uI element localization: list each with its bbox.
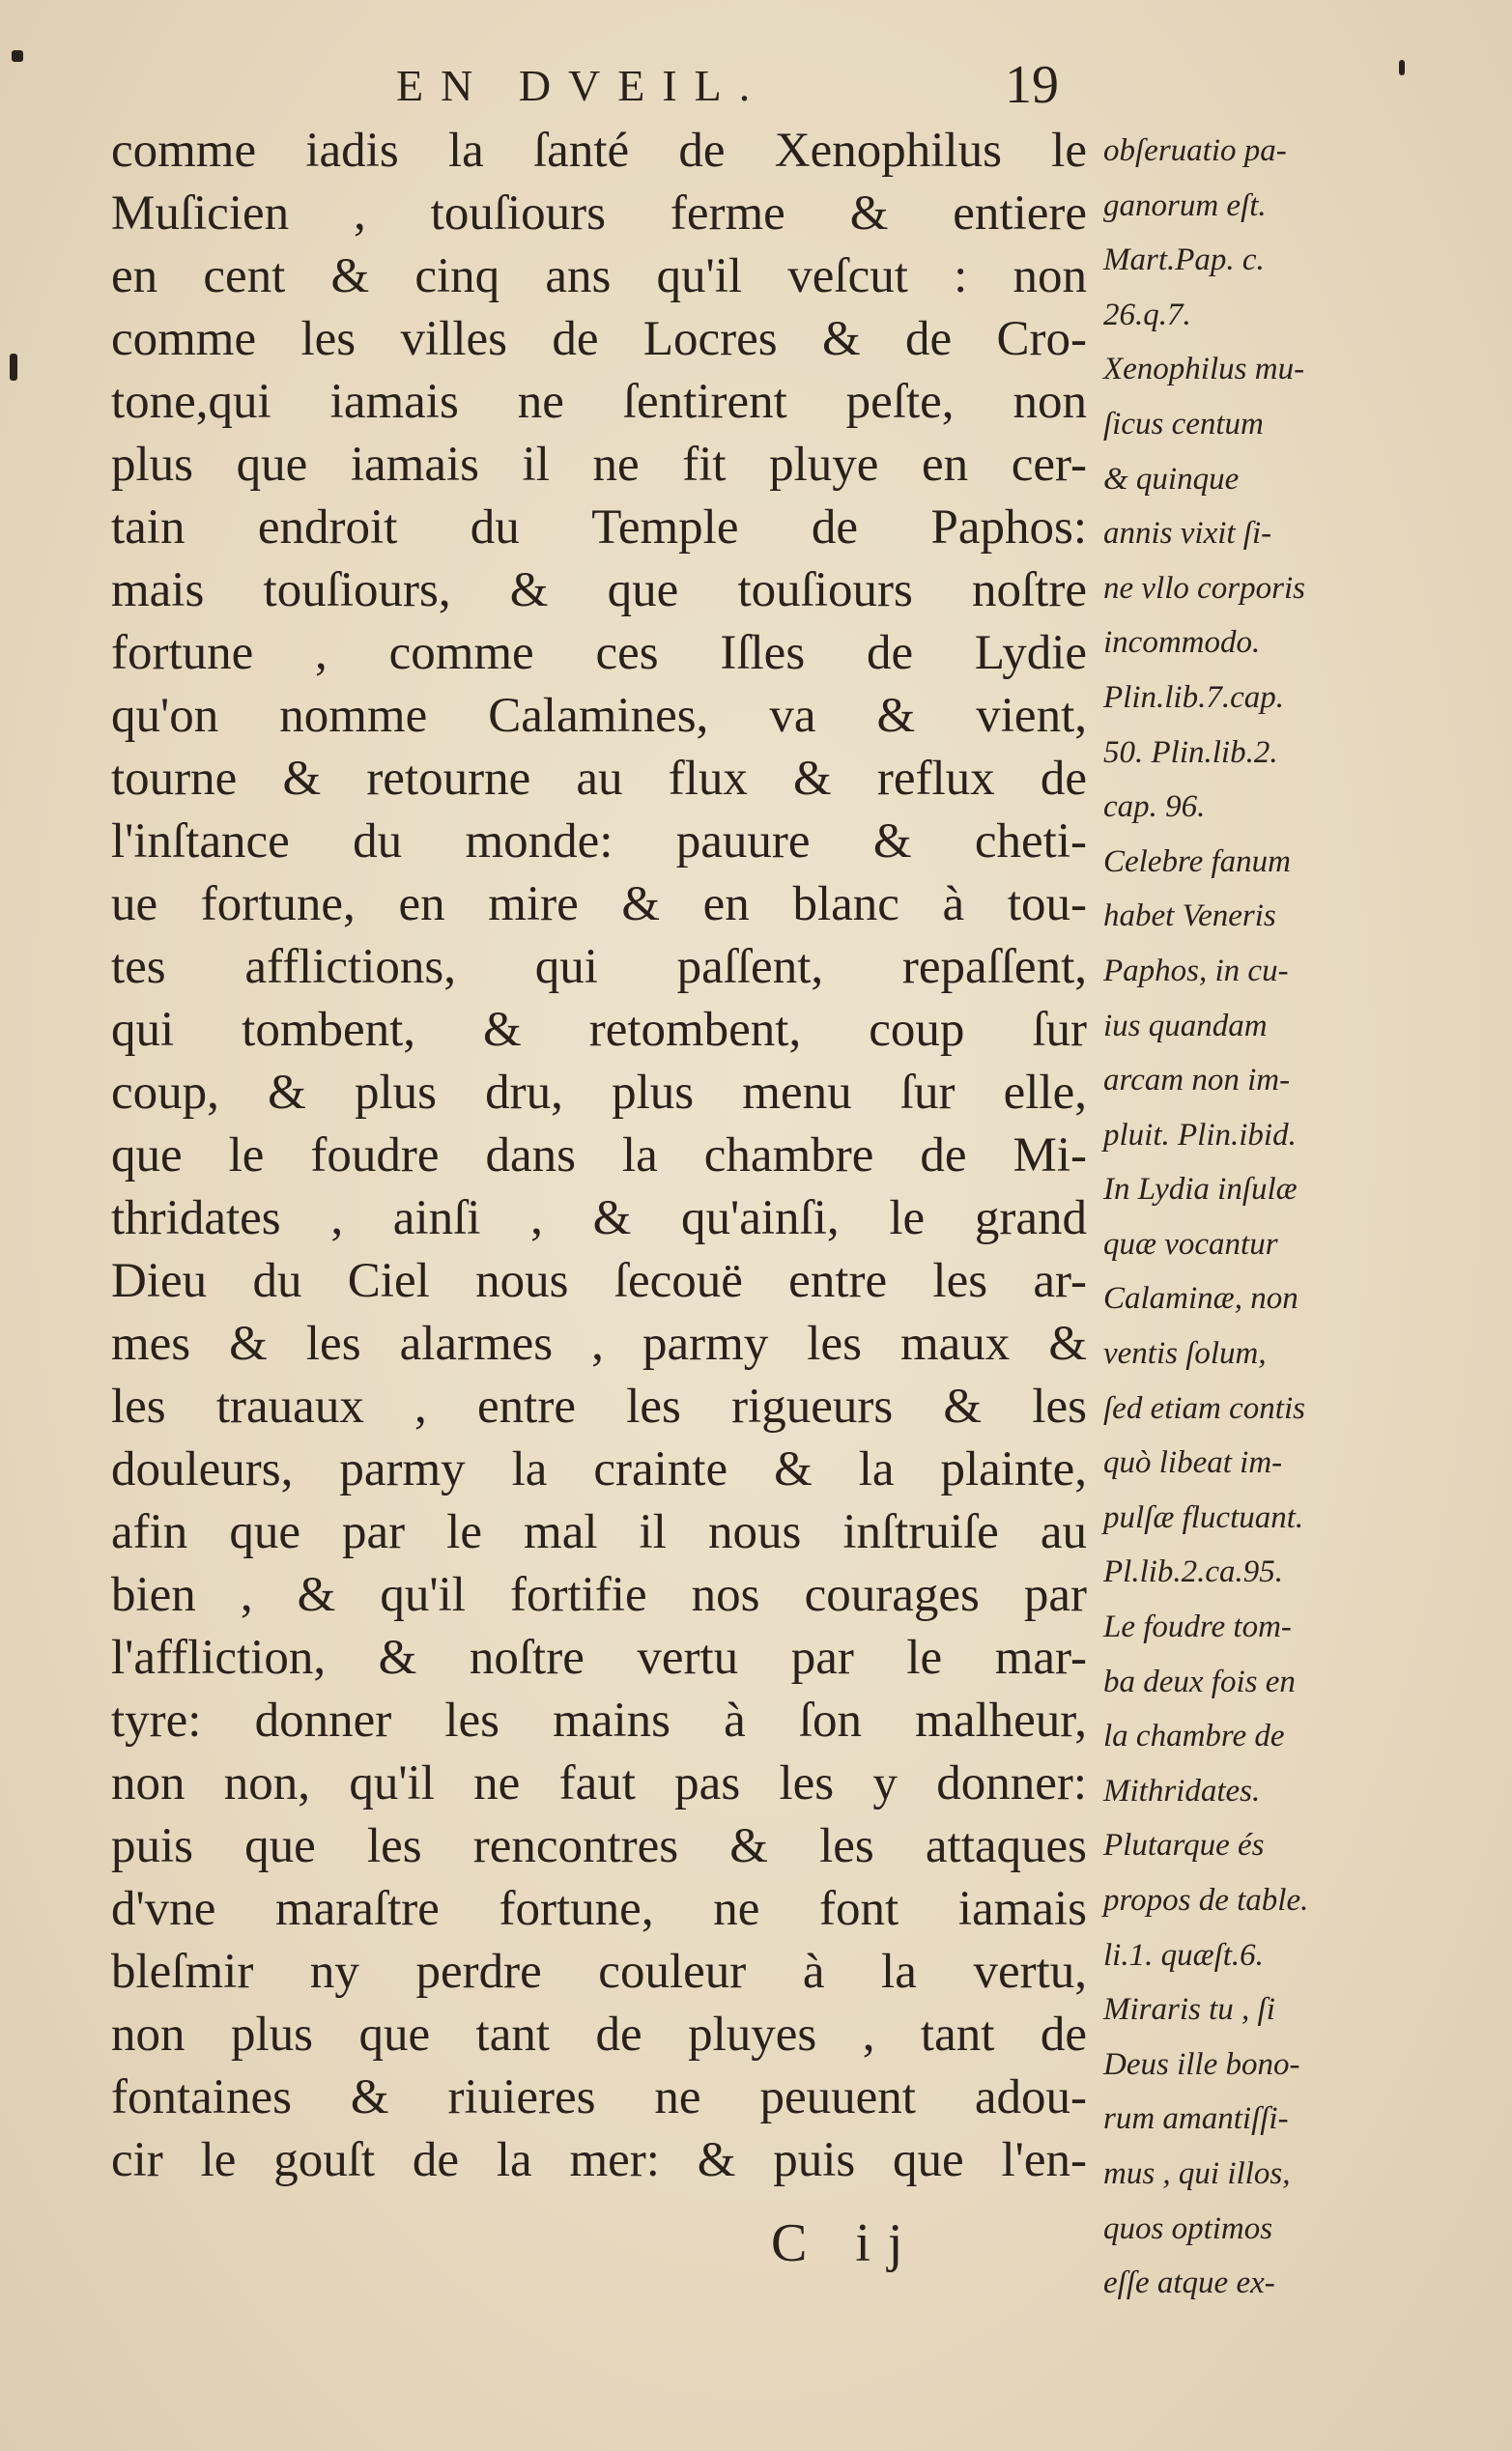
- margin-note-line: quò libeat im-: [1103, 1445, 1283, 1481]
- page-number: 19: [1005, 55, 1059, 115]
- margin-note-line: arcam non im-: [1103, 1063, 1291, 1098]
- margin-note-line: quos optimos: [1103, 2210, 1273, 2246]
- margin-note-line: ſicus centum: [1103, 406, 1264, 442]
- margin-note-line: Plutarque és: [1103, 1828, 1265, 1864]
- main-text-column: [111, 120, 1087, 2192]
- margin-note-line: Plin.lib.7.cap.: [1103, 679, 1284, 715]
- margin-note-line: ganorum eſt.: [1103, 187, 1267, 223]
- margin-note-line: incommodo.: [1103, 625, 1261, 661]
- text-line: mes & les alarmes , parmy les maux &: [111, 1317, 1087, 1371]
- margin-note-line: pulſæ fluctuant.: [1103, 1499, 1304, 1535]
- text-line: non plus que tant de pluyes , tant de: [111, 2008, 1087, 2062]
- margin-note-line: Miraris tu , ſi: [1103, 1992, 1275, 2028]
- margin-note-line: rum amantiſſi-: [1103, 2101, 1289, 2137]
- margin-mark: [10, 354, 17, 381]
- text-line: comme les villes de Locres & de Cro-: [111, 312, 1087, 366]
- text-line: Dieu du Ciel nous ſecouë entre les ar-: [111, 1254, 1087, 1308]
- margin-note-line: obſeruatio pa-: [1103, 133, 1287, 168]
- text-line: douleurs, parmy la crainte & la plainte,: [111, 1442, 1087, 1496]
- margin-note-line: Deus ille bono-: [1103, 2046, 1300, 2082]
- margin-note-line: habet Veneris: [1103, 898, 1276, 934]
- text-line: cir le gouſt de la mer: & puis que l'en-: [111, 2133, 1087, 2187]
- text-line: qu'on nomme Calamines, va & vient,: [111, 689, 1087, 743]
- margin-note-line: la chambre de: [1103, 1719, 1285, 1754]
- margin-note-line: ba deux fois en: [1103, 1664, 1296, 1699]
- text-line: tyre: donner les mains à ſon malheur,: [111, 1694, 1087, 1748]
- margin-note-line: cap. 96.: [1103, 789, 1206, 825]
- margin-note-line: In Lydia inſulæ: [1103, 1172, 1298, 1208]
- text-line: plus que iamais il ne fit pluye en cer-: [111, 438, 1087, 492]
- text-line: puis que les rencontres & les attaques: [111, 1819, 1087, 1873]
- margin-mark: [12, 50, 23, 62]
- margin-note-line: Pl.lib.2.ca.95.: [1103, 1554, 1284, 1590]
- text-line: que le foudre dans la chambre de Mi-: [111, 1128, 1087, 1183]
- text-line: fontaines & riuieres ne peuuent adou-: [111, 2070, 1087, 2124]
- margin-note-line: Le foudre tom-: [1103, 1610, 1292, 1645]
- text-line: comme iadis la ſanté de Xenophilus le: [111, 124, 1087, 178]
- margin-note-line: li.1. quæſt.6.: [1103, 1937, 1264, 1973]
- text-line: fortune , comme ces Iſles de Lydie: [111, 626, 1087, 680]
- text-line: tain endroit du Temple de Paphos:: [111, 500, 1087, 555]
- text-line: tes afflictions, qui paſſent, repaſſent,: [111, 940, 1087, 994]
- marginal-notes-column: [1103, 124, 1369, 2311]
- margin-note-line: Mart.Pap. c.: [1103, 242, 1265, 278]
- text-line: bien , & qu'il fortifie nos courages par: [111, 1568, 1087, 1622]
- text-line: l'inſtance du monde: pauure & cheti-: [111, 814, 1087, 869]
- margin-note-line: ne vllo corporis: [1103, 570, 1305, 606]
- margin-note-line: & quinque: [1103, 461, 1240, 497]
- margin-note-line: ius quandam: [1103, 1008, 1268, 1043]
- margin-note-line: quæ vocantur: [1103, 1226, 1278, 1262]
- text-line: afin que par le mal il nous inſtruiſe au: [111, 1505, 1087, 1559]
- text-line: mais touſiours, & que touſiours noſtre: [111, 563, 1087, 617]
- margin-note-line: Mithridates.: [1103, 1773, 1261, 1809]
- margin-mark: [1399, 60, 1405, 75]
- margin-note-line: mus , qui illos,: [1103, 2155, 1291, 2191]
- signature-mark: C ij: [771, 2213, 921, 2273]
- text-line: Muſicien , touſiours ferme & entiere: [111, 186, 1087, 241]
- text-line: tone,qui iamais ne ſentirent peſte, non: [111, 375, 1087, 429]
- text-line: non non, qu'il ne faut pas les y donner:: [111, 1756, 1087, 1810]
- margin-note-line: annis vixit ſi-: [1103, 516, 1272, 552]
- text-line: en cent & cinq ans qu'il veſcut : non: [111, 249, 1087, 303]
- text-line: d'vne maraſtre fortune, ne font iamais: [111, 1882, 1087, 1936]
- text-line: coup, & plus dru, plus menu ſur elle,: [111, 1066, 1087, 1120]
- text-line: qui tombent, & retombent, coup ſur: [111, 1003, 1087, 1057]
- margin-note-line: eſſe atque ex-: [1103, 2266, 1275, 2301]
- margin-note-line: Calaminæ, non: [1103, 1281, 1298, 1317]
- margin-note-line: pluit. Plin.ibid.: [1103, 1117, 1297, 1153]
- text-line: thridates , ainſi , & qu'ainſi, le grand: [111, 1191, 1087, 1245]
- margin-note-line: Celebre fanum: [1103, 843, 1291, 879]
- text-line: les trauaux , entre les rigueurs & les: [111, 1380, 1087, 1434]
- text-line: tourne & retourne au flux & reflux de: [111, 752, 1087, 806]
- margin-note-line: propos de table.: [1103, 1883, 1309, 1918]
- running-head: EN DVEIL.: [396, 61, 768, 110]
- margin-note-line: 26.q.7.: [1103, 297, 1191, 332]
- margin-note-line: Xenophilus mu-: [1103, 352, 1305, 387]
- text-line: ue fortune, en mire & en blanc à tou-: [111, 877, 1087, 931]
- margin-note-line: 50. Plin.lib.2.: [1103, 734, 1278, 770]
- margin-note-line: ventis ſolum,: [1103, 1336, 1267, 1372]
- text-line: bleſmir ny perdre couleur à la vertu,: [111, 1945, 1087, 1999]
- margin-note-line: ſed etiam contis: [1103, 1390, 1305, 1426]
- margin-note-line: Paphos, in cu-: [1103, 953, 1289, 988]
- text-line: l'affliction, & noſtre vertu par le mar-: [111, 1631, 1087, 1685]
